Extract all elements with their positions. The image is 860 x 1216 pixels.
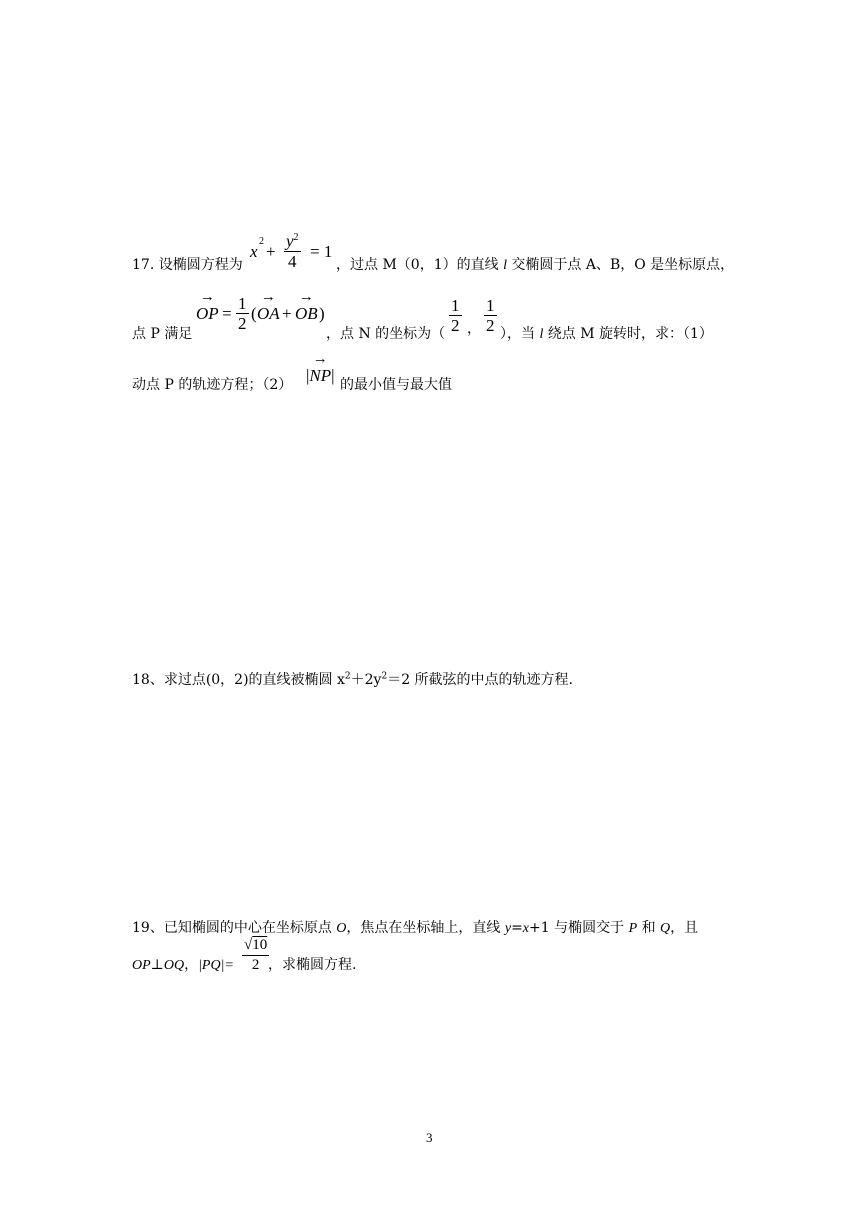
n-comma: ， [467, 321, 481, 337]
q19-y: y [504, 921, 512, 936]
op-equals: = [222, 304, 232, 323]
q17-l-2: l [539, 327, 544, 342]
q19-PQ: |PQ|= [198, 958, 234, 973]
q18-mid: ＋2y [350, 672, 382, 688]
half-den: 2 [238, 314, 247, 333]
oa-vector: → OA [257, 304, 280, 324]
half-fraction [236, 294, 249, 333]
q17-op-formula [196, 292, 326, 338]
q19-perp: ⊥ [150, 957, 164, 973]
q17-text-b: 交椭圆于点 A、B，O 是坐标原点， [506, 257, 735, 273]
eq-plus: + [266, 242, 276, 261]
q17-line1-prefix: 17. 设椭圆方程为 [132, 257, 243, 273]
eq-rhs: = 1 [310, 242, 333, 261]
eq-x-exp: 2 [259, 236, 264, 247]
n-y-fraction [484, 296, 497, 335]
n-x-fraction [449, 296, 462, 335]
sqrt-icon: √ [244, 937, 253, 953]
q17-ellipse-equation [250, 231, 336, 284]
q17-text-c: ），当 [500, 326, 540, 342]
eq-y-exp: 2 [293, 232, 299, 243]
q17-line3-suffix: 的最小值与最大值 [340, 377, 452, 393]
q17-line1-suffix [336, 254, 734, 274]
q17-text-d: 绕点 M 旋转时，求：（1） [543, 326, 713, 342]
q17-l: l [503, 258, 507, 273]
eq-x: x [250, 242, 258, 261]
op-vector: → OP [196, 304, 219, 324]
q18-sup1: 2 [344, 671, 351, 682]
q17-text-a: ，过点 M（0，1）的直线 [336, 257, 504, 273]
q19-c: 与椭圆交于 [549, 920, 629, 936]
eq-denominator: 4 [288, 251, 297, 271]
n-x-num: 1 [451, 296, 460, 315]
q19-Q: Q [660, 921, 671, 936]
q19-line1 [132, 917, 698, 937]
n-x-den: 2 [451, 316, 460, 335]
q19-den: 2 [251, 957, 260, 973]
eq-y: y [286, 231, 294, 251]
op-plus: + [282, 304, 292, 323]
q18-text [132, 669, 573, 689]
np-vector: → NP [309, 366, 331, 386]
q19-eq: = [511, 920, 523, 936]
n-y-den: 2 [486, 316, 495, 335]
q19-d: ，且 [670, 920, 699, 936]
q17-line2-tail [500, 323, 713, 343]
q18-suffix: ＝2 所截弦的中点的轨迹方程. [387, 672, 574, 688]
q18-prefix: 18、求过点(0，2)的直线被椭圆 x [132, 672, 345, 688]
q19-x: x [522, 921, 530, 936]
q19-comma: ， [184, 957, 199, 973]
q19-plus1: +1 [529, 920, 550, 936]
q19-and: 和 [637, 920, 661, 936]
q19-fraction [242, 936, 269, 975]
q19-b: ，焦点在坐标轴上，直线 [346, 920, 505, 936]
q19-a: 19、已知椭圆的中心在坐标原点 [132, 920, 337, 936]
ob-vector: → OB [295, 304, 318, 324]
np-magnitude: |→ NP| [306, 366, 335, 386]
q19-O: O [336, 921, 347, 936]
n-y-num: 1 [486, 296, 495, 315]
q17-line2-prefix: 点 P 满足 [132, 326, 193, 342]
q19-OQ: OQ [163, 958, 185, 973]
sqrt-value: 10 [252, 937, 268, 953]
q17-line2-mid: ，点 N 的坐标为（ [326, 326, 446, 342]
q19-line2-right: ，求椭圆方程. [268, 957, 357, 973]
page-number: 3 [426, 1130, 433, 1145]
eq-y-fraction [284, 228, 301, 271]
q19-OP: OP [132, 958, 151, 973]
q17-line3-prefix: 动点 P 的轨迹方程；（2） [132, 377, 293, 393]
q18-sup2: 2 [381, 671, 388, 682]
half-num: 1 [238, 294, 247, 313]
q19-line2-left [132, 954, 234, 974]
paren-open: ( [251, 304, 257, 323]
q19-P: P [628, 921, 638, 936]
paren-close: ) [319, 304, 325, 323]
